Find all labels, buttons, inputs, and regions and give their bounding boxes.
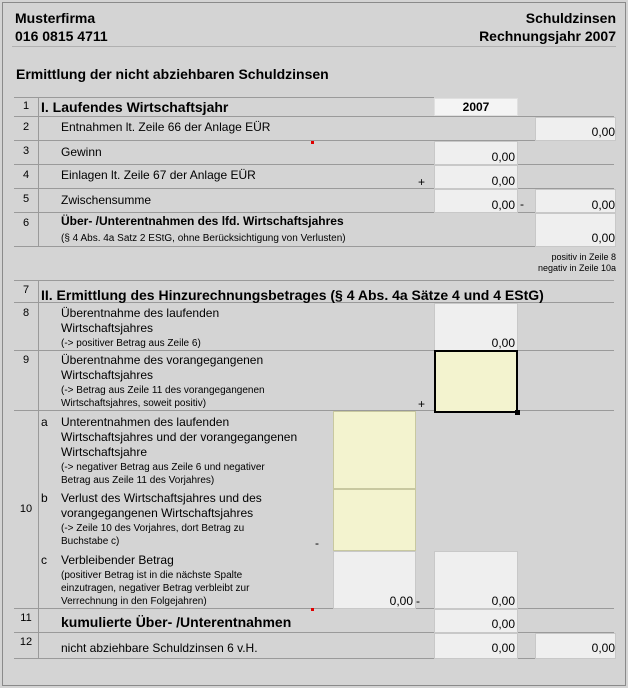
row9-note-2: Wirtschaftsjahres, soweit positiv)	[61, 398, 207, 409]
row-number: 8	[22, 307, 30, 319]
fill-handle[interactable]	[515, 410, 520, 415]
row8-note: (-> positiver Betrag aus Zeile 6)	[61, 338, 201, 349]
row12-value-left: 0,00	[491, 641, 515, 655]
row11-label: kumulierte Über- /Unterentnahmen	[61, 614, 292, 630]
row10b-input-cell[interactable]	[333, 489, 416, 551]
row5-value-right: 0,00	[591, 198, 615, 212]
row3-label: Gewinn	[61, 145, 102, 159]
row12-value-right: 0,00	[591, 641, 615, 655]
row5-value-left: 0,00	[491, 198, 515, 212]
hint-negative: negativ in Zeile 10a	[537, 263, 616, 273]
section2-heading: II. Ermittlung des Hinzurechnungsbetrages (§ 4 Abs. 4a Sätze 4 und 4 EStG)	[41, 287, 544, 303]
row10a-label-1: Unterentnahmen des laufenden	[61, 415, 230, 429]
company-name: Musterfirma	[15, 10, 96, 26]
grid-line	[14, 140, 614, 141]
row10b-note-1: (-> Zeile 10 des Vorjahres, dort Betrag zu	[61, 523, 245, 534]
grid-line	[14, 188, 614, 189]
row6-note: (§ 4 Abs. 4a Satz 2 EStG, ohne Berücksichtigung von Verlusten)	[61, 233, 346, 244]
grid-line	[14, 658, 614, 659]
comment-marker	[311, 608, 314, 611]
row2-value: 0,00	[591, 125, 615, 139]
row3-value: 0,00	[491, 150, 515, 164]
row10a-letter: a	[41, 415, 48, 429]
header-divider	[12, 46, 616, 47]
comment-marker	[311, 141, 314, 144]
row10c-value-left: 0,00	[389, 594, 413, 608]
row9-label-2: Wirtschaftsjahres	[61, 368, 154, 382]
row4-operator: +	[418, 175, 426, 189]
row10c-value-right: 0,00	[491, 594, 515, 608]
row4-label: Einlagen lt. Zeile 67 der Anlage EÜR	[61, 168, 256, 182]
row9-label-1: Überentnahme des vorangegangenen	[61, 353, 264, 367]
row10b-operator: -	[315, 536, 319, 550]
row10b-label-1: Verlust des Wirtschaftsjahres und des	[61, 491, 262, 505]
row-number: 1	[22, 100, 30, 112]
grid-line	[14, 350, 614, 351]
row8-label-1: Überentnahme des laufenden	[61, 306, 220, 320]
row5-operator: -	[520, 197, 524, 211]
hint-positive: positiv in Zeile 8	[551, 252, 616, 262]
page-title-text: Ermittlung der nicht abziehbaren Schuldzinsen	[16, 66, 329, 82]
grid-line	[38, 280, 39, 658]
row-number: 7	[22, 284, 30, 296]
year-value: 2007	[462, 100, 490, 114]
grid-line	[14, 280, 614, 281]
row10c-note-1: (positiver Betrag ist in die nächste Spalte	[61, 570, 243, 581]
grid-line	[14, 97, 434, 98]
grid-line	[14, 116, 614, 117]
section1-heading: I. Laufendes Wirtschaftsjahr	[41, 99, 229, 115]
grid-line	[14, 246, 614, 247]
row10b-label-2: vorangegangenen Wirtschaftsjahres	[61, 506, 254, 520]
row-number: 2	[22, 121, 30, 133]
tax-number: 016 0815 4711	[15, 28, 108, 44]
fiscal-year: Rechnungsjahr 2007	[479, 28, 616, 44]
row10a-note-2: Betrag aus Zeile 11 des Vorjahres)	[61, 475, 215, 486]
row-number: 11	[20, 612, 32, 624]
row-number: 3	[22, 145, 30, 157]
row-number: 4	[22, 169, 30, 181]
row10a-label-2: Wirtschaftsjahres und der vorangegangenen	[61, 430, 298, 444]
grid-line	[14, 608, 614, 609]
row6-label: Über- /Unterentnahmen des lfd. Wirtschaftsjahres	[61, 214, 344, 228]
row-number: 12	[19, 636, 33, 648]
row10c-note-3: Verrechnung in den Folgejahren)	[61, 596, 207, 607]
row2-label: Entnahmen lt. Zeile 66 der Anlage EÜR	[61, 120, 271, 134]
page-title	[16, 66, 329, 82]
row-number: 5	[22, 193, 30, 205]
row10c-letter: c	[41, 553, 47, 567]
row9-operator: +	[418, 397, 426, 411]
row10c-operator: -	[416, 594, 420, 608]
subject: Schuldzinsen	[525, 10, 616, 26]
grid-line	[38, 97, 39, 247]
row10a-input-cell[interactable]	[333, 411, 416, 489]
row10b-letter: b	[41, 491, 48, 505]
row12-label: nicht abziehbare Schuldzinsen 6 v.H.	[61, 641, 258, 655]
row-number: 10	[19, 503, 33, 515]
grid-line	[14, 632, 614, 633]
row-number: 9	[22, 354, 30, 366]
row4-value: 0,00	[491, 174, 515, 188]
row5-label: Zwischensumme	[61, 193, 152, 207]
row10c-note-2: einzutragen, negativer Betrag verbleibt zur	[61, 583, 250, 594]
grid-line	[14, 164, 614, 165]
row8-value: 0,00	[491, 336, 515, 350]
row9-note-1: (-> Betrag aus Zeile 11 des vorangegangenen	[61, 385, 265, 396]
grid-line	[14, 410, 614, 411]
row11-value: 0,00	[491, 617, 515, 631]
row10a-note-1: (-> negativer Betrag aus Zeile 6 und negativer	[61, 462, 265, 473]
grid-line	[14, 212, 614, 213]
row-number: 6	[22, 217, 30, 229]
row6-value: 0,00	[591, 231, 615, 245]
row10a-label-3: Wirtschaftsjahre	[61, 445, 148, 459]
row9-input-cell[interactable]	[434, 350, 518, 413]
row8-label-2: Wirtschaftsjahres	[61, 321, 154, 335]
row10c-label: Verbleibender Betrag	[61, 553, 174, 567]
row10b-note-2: Buchstabe c)	[61, 536, 120, 547]
